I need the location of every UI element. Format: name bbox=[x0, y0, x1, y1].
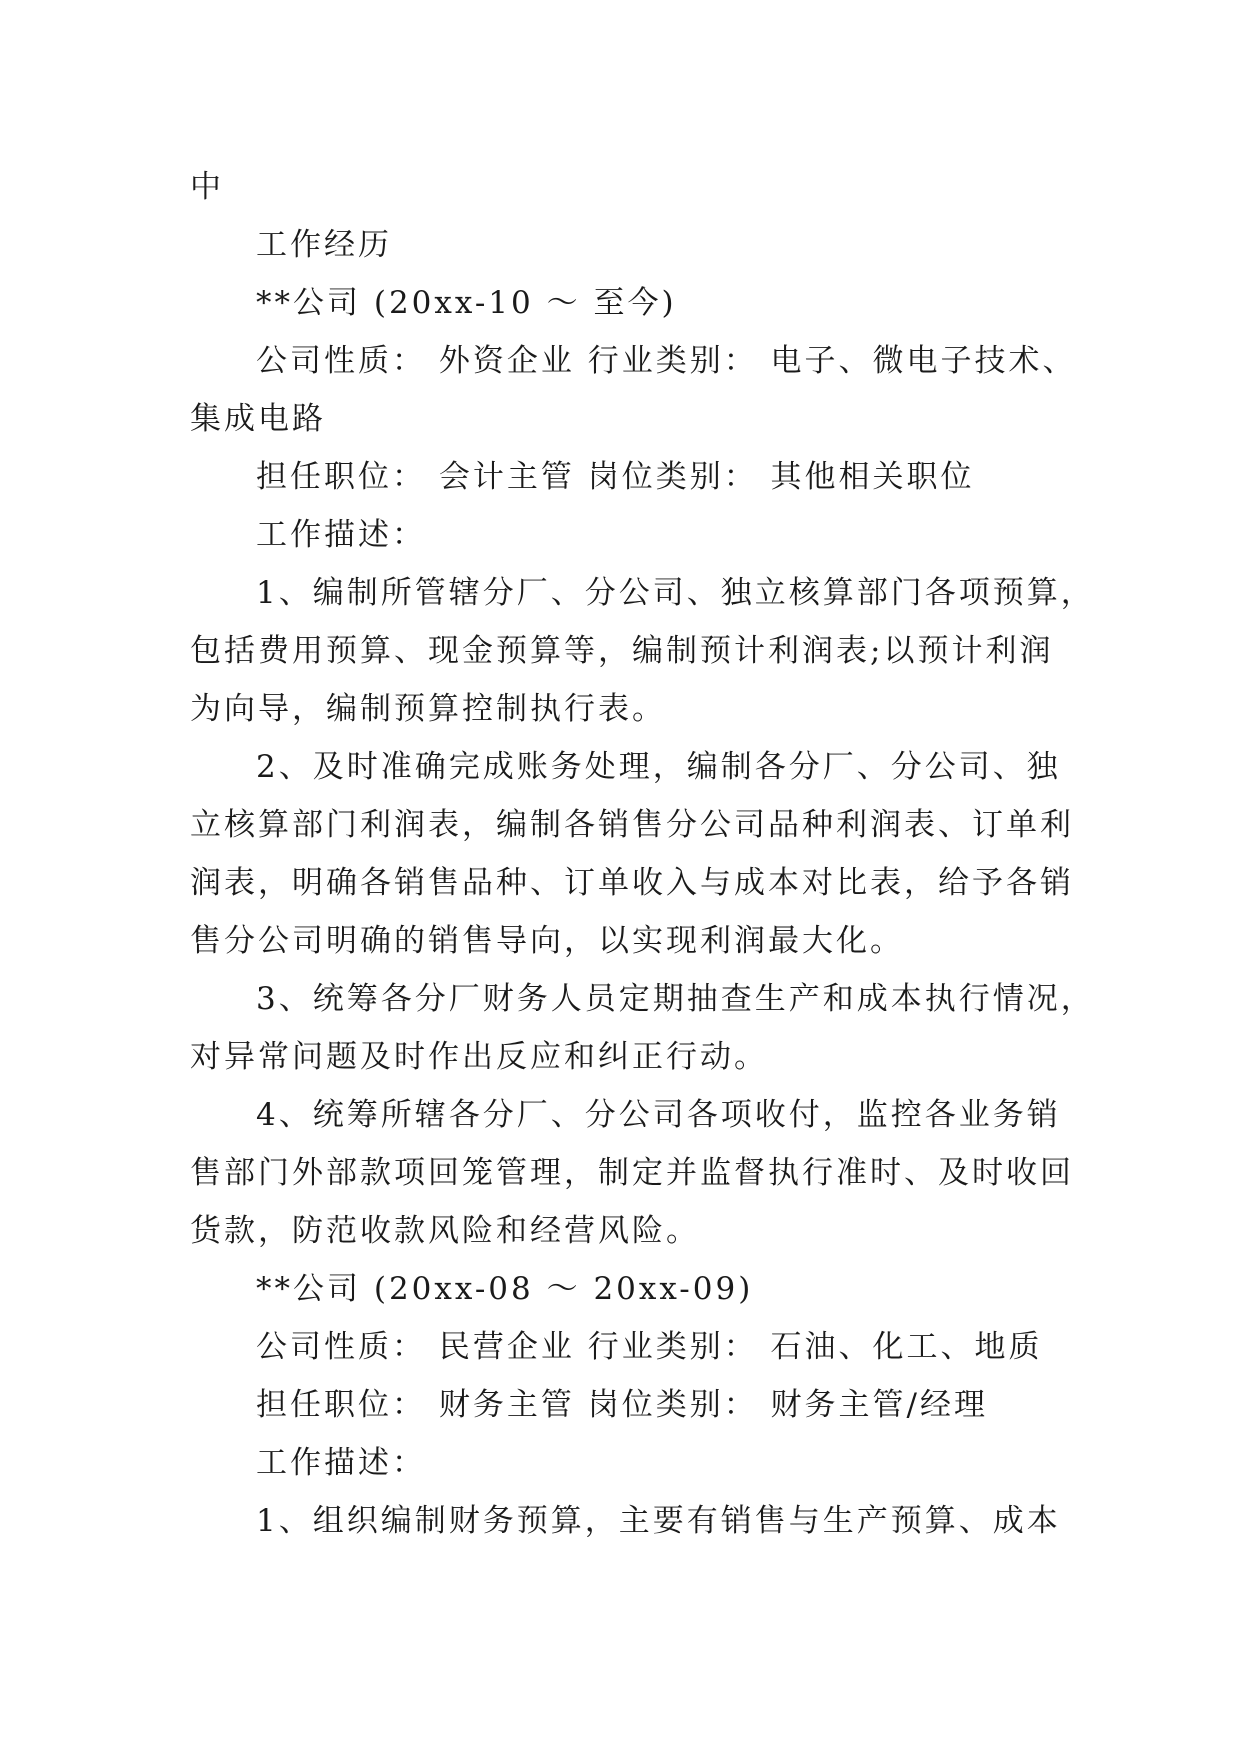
description-line: 1、编制所管辖分厂、分公司、独立核算部门各项预算， bbox=[256, 575, 1095, 611]
section-title: 工作经历 bbox=[256, 227, 392, 263]
description-line: 对异常问题及时作出反应和纠正行动。 bbox=[190, 1039, 768, 1075]
description-line: 售部门外部款项回笼管理，制定并监督执行准时、及时收回 bbox=[190, 1155, 1074, 1191]
job-description-item bbox=[190, 970, 1095, 1086]
job-description-label: 工作描述： bbox=[256, 517, 426, 553]
description-line: 为向导，编制预算控制执行表。 bbox=[190, 691, 666, 727]
job-position: 担任职位： 会计主管 岗位类别： 其他相关职位 bbox=[256, 459, 975, 495]
job-position: 担任职位： 财务主管 岗位类别： 财务主管/经理 bbox=[256, 1387, 989, 1423]
document-body bbox=[190, 158, 1095, 1550]
description-line: 2、及时准确完成账务处理，编制各分厂、分公司、独 bbox=[256, 749, 1061, 785]
text-fragment: 中 bbox=[190, 169, 224, 205]
job-nature-line: 公司性质： 外资企业 行业类别： 电子、微电子技术、 bbox=[256, 343, 1077, 379]
description-line: 3、统筹各分厂财务人员定期抽查生产和成本执行情况， bbox=[256, 981, 1095, 1017]
description-line: 立核算部门利润表，编制各销售分公司品种利润表、订单利 bbox=[190, 807, 1074, 843]
job-description-item bbox=[190, 564, 1095, 738]
job-nature-line-continued: 集成电路 bbox=[190, 401, 326, 437]
description-line: 1、组织编制财务预算，主要有销售与生产预算、成本 bbox=[256, 1503, 1061, 1539]
job-company: **公司 (20xx-10 ～ 至今) bbox=[256, 285, 677, 321]
job-description-label: 工作描述： bbox=[256, 1445, 426, 1481]
description-line: 润表，明确各销售品种、订单收入与成本对比表，给予各销 bbox=[190, 865, 1074, 901]
job-company: **公司 (20xx-08 ～ 20xx-09) bbox=[256, 1271, 754, 1307]
description-line: 货款，防范收款风险和经营风险。 bbox=[190, 1213, 700, 1249]
job-description-item bbox=[190, 738, 1074, 970]
description-line: 售分公司明确的销售导向，以实现利润最大化。 bbox=[190, 923, 904, 959]
job-description-item bbox=[190, 1086, 1074, 1260]
description-line: 包括费用预算、现金预算等，编制预计利润表;以预计利润 bbox=[190, 633, 1054, 669]
job-nature-line: 公司性质： 民营企业 行业类别： 石油、化工、地质 bbox=[256, 1329, 1043, 1365]
description-line: 4、统筹所辖各分厂、分公司各项收付，监控各业务销 bbox=[256, 1097, 1061, 1133]
